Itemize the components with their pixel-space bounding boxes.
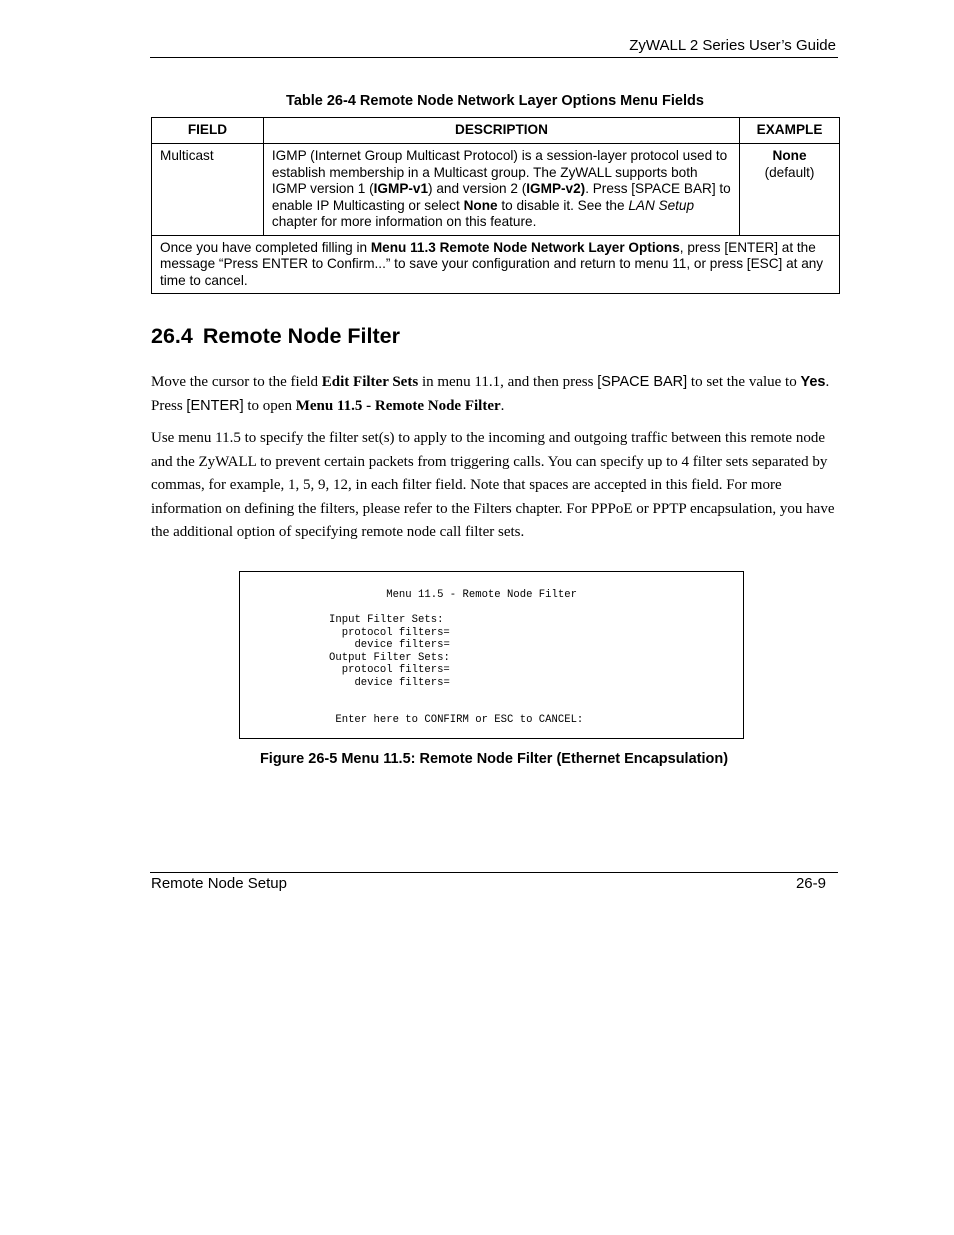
column-header-field: FIELD <box>152 118 264 144</box>
input-filter-sets-label: Input Filter Sets: <box>329 614 444 626</box>
paragraph-edit-filter-sets: Move the cursor to the field Edit Filter Sets in menu 11.1, and then press [SPACE BAR] to set the value to Yes. Press [ENTER] to open Menu 11.5 - Remote Node Filter. <box>151 374 830 414</box>
paragraph-filter-usage: Use menu 11.5 to specify the filter set(s) to apply to the incoming and outgoing traffic between this remote node and the ZyWALL to prevent certain packets from triggering calls. You can specify up to 4 filter sets separated by commas, for example, 1, 5, 9, 12, in each filter field. Note that spaces are accepted in this field. For more information on defining the filters, please refer to the Filters chapter. For PPPoE or PPTP encapsulation, you have the additional option of specifying remote node call filter sets. <box>151 430 835 540</box>
table-row <box>152 144 840 236</box>
input-device-filters-field: device filters= <box>354 639 450 651</box>
menu-title: Menu 11.5 - Remote Node Filter <box>386 589 577 601</box>
output-filter-sets-label: Output Filter Sets: <box>329 651 450 664</box>
running-header: ZyWALL 2 Series User’s Guide <box>629 37 836 54</box>
example-cell <box>740 144 840 236</box>
fields-table <box>151 117 840 294</box>
terminal-text <box>240 589 583 727</box>
confirm-prompt: Enter here to CONFIRM or ESC to CANCEL: <box>335 714 584 726</box>
output-device-filters-field: device filters= <box>354 676 450 689</box>
table-header-row <box>152 118 840 144</box>
table-note-cell: Once you have completed filling in Menu 11.3 Remote Node Network Layer Options, press [ENTER] at the message “Press ENTER to Confirm...” to save your configuration and return to menu 11, or press [ESC] at any time to cancel. <box>152 235 840 294</box>
table-note-row <box>152 235 840 294</box>
footer-rule <box>150 872 838 873</box>
field-cell: Multicast <box>152 144 264 236</box>
column-header-example: EXAMPLE <box>740 118 840 144</box>
footer-chapter: Remote Node Setup <box>151 875 287 892</box>
header-rule <box>150 57 838 58</box>
section-title: Remote Node Filter <box>202 324 400 348</box>
column-header-description: DESCRIPTION <box>263 118 739 144</box>
page-number: 26-9 <box>795 875 826 892</box>
output-protocol-filters-field: protocol filters= <box>341 664 450 676</box>
example-value: None <box>772 148 807 163</box>
input-protocol-filters-field: protocol filters= <box>341 626 450 639</box>
section-heading <box>151 324 400 349</box>
description-cell: IGMP (Internet Group Multicast Protocol) is a session-layer protocol used to establish membership in a Multicast group. The ZyWALL supports both IGMP version 1 (IGMP-v1) and version 2 (IGMP-v2). Press [SPACE BAR] to enable IP Multicasting or select None to disable it. See the LAN Setup chapter for more information on this feature. <box>263 144 739 236</box>
section-number: 26.4 <box>151 324 193 348</box>
example-note: (default) <box>764 164 815 180</box>
table-caption: Table 26-4 Remote Node Network Layer Options Menu Fields <box>286 93 704 109</box>
figure-caption: Figure 26-5 Menu 11.5: Remote Node Filter (Ethernet Encapsulation) <box>259 751 729 767</box>
terminal-screen <box>239 571 744 739</box>
